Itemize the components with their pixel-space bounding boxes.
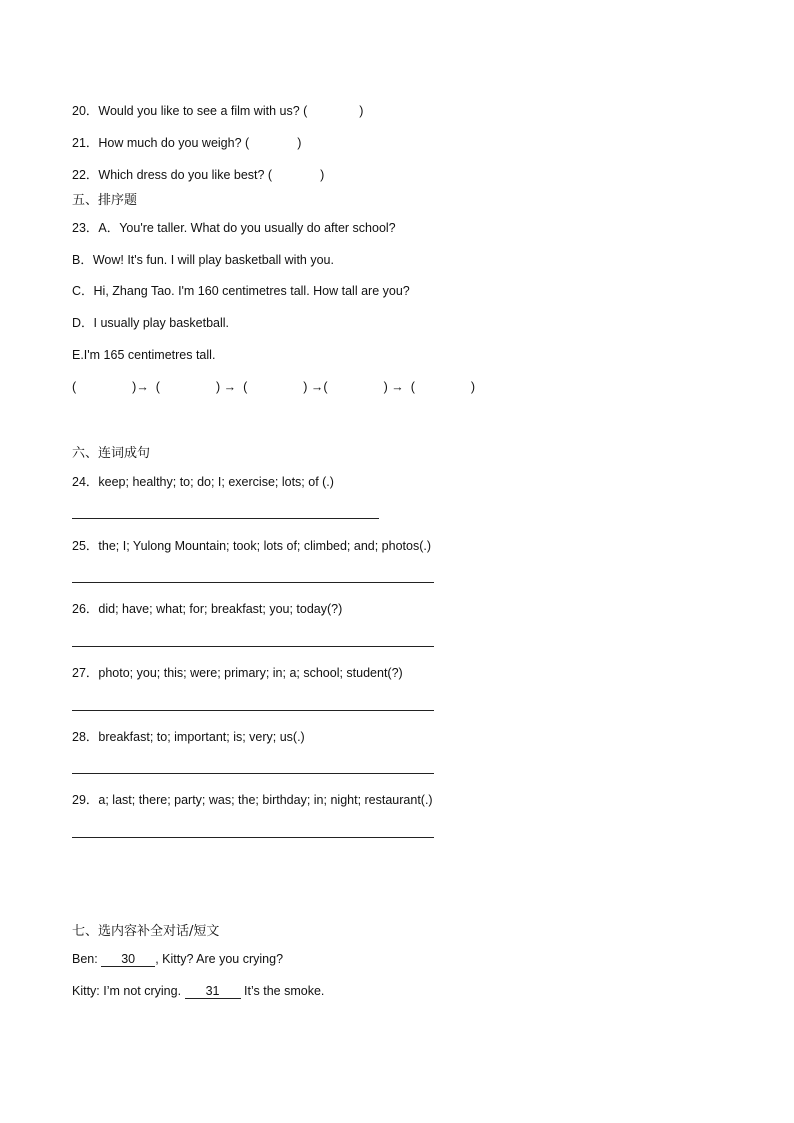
dialogue-blank-31[interactable]: 31 (185, 984, 241, 999)
arrow-icon: → (223, 380, 237, 394)
open-paren: ( (323, 380, 328, 394)
close-paren: ) (359, 104, 364, 118)
answer-line-28[interactable] (72, 773, 434, 774)
question-text: Which dress do you like best? ( (98, 168, 273, 182)
arrow-icon: → (310, 380, 324, 394)
sentence-item-24: 24．keep; healthy; to; do; I; exercise; lots; of (.) (72, 475, 334, 489)
section-7-title: 七、选内容补全对话/短文 (72, 924, 220, 939)
question-21 (72, 135, 301, 151)
question-number: 20． (72, 104, 99, 118)
question-number: 21． (72, 136, 99, 150)
answer-line-27[interactable] (72, 710, 434, 711)
sentence-item-29: 29．a; last; there; party; was; the; birthday; in; night; restaurant(.) (72, 793, 433, 807)
ordering-item-b: B．Wow! It's fun. I will play basketball with you. (72, 253, 334, 267)
close-paren: ) (383, 380, 388, 394)
question-number: 22． (72, 168, 99, 182)
sentence-item-27: 27．photo; you; this; were; primary; in; a; school; student(?) (72, 666, 403, 680)
open-paren: ( (155, 380, 160, 394)
dialogue-blank-30[interactable]: 30 (101, 952, 155, 967)
sentence-item-25: 25．the; I; Yulong Mountain; took; lots of; climbed; and; photos(.) (72, 539, 432, 553)
question-20 (72, 103, 363, 119)
arrow-icon: → (391, 380, 404, 394)
answer-line-26[interactable] (72, 646, 434, 647)
dialogue-prefix: Kitty: I’m not crying. (72, 984, 185, 998)
open-paren: ( (410, 380, 415, 394)
arrow-icon: → (136, 380, 149, 394)
question-text: How much do you weigh? ( (98, 136, 250, 150)
dialogue-suffix: , Kitty? Are you crying? (155, 952, 284, 966)
ordering-item-c: C．Hi, Zhang Tao. I'm 160 centimetres tall. How tall are you? (72, 284, 410, 298)
ordering-item-e: E.I'm 165 centimetres tall. (72, 348, 216, 362)
close-paren: ) (303, 380, 308, 394)
sentence-item-28: 28．breakfast; to; important; is; very; us(.) (72, 730, 305, 744)
ordering-item-a: 23．A．You're taller. What do you usually do after school? (72, 221, 396, 235)
close-paren: ) (297, 136, 302, 150)
close-paren: ) (320, 168, 325, 182)
dialogue-suffix: It’s the smoke. (240, 984, 325, 998)
question-text: Would you like to see a film with us? ( (98, 104, 308, 118)
dialogue-line-ben (72, 951, 283, 967)
answer-line-24[interactable] (72, 518, 379, 519)
close-paren: ) (215, 380, 221, 394)
sentence-item-26: 26．did; have; what; for; breakfast; you; today(?) (72, 602, 343, 616)
answer-line-29[interactable] (72, 837, 434, 838)
close-paren: ) (132, 380, 137, 394)
section-5-title: 五、排序题 (72, 193, 138, 208)
dialogue-line-kitty (72, 983, 324, 999)
section-6-title: 六、连词成句 (72, 446, 151, 461)
ordering-item-d: D．I usually play basketball. (72, 316, 230, 330)
open-paren: ( (243, 380, 248, 394)
ordering-answer-row (72, 379, 475, 395)
open-paren: ( (72, 380, 77, 394)
dialogue-prefix: Ben: (72, 952, 102, 966)
question-22 (72, 167, 324, 183)
close-paren: ) (470, 380, 476, 394)
answer-line-25[interactable] (72, 582, 434, 583)
